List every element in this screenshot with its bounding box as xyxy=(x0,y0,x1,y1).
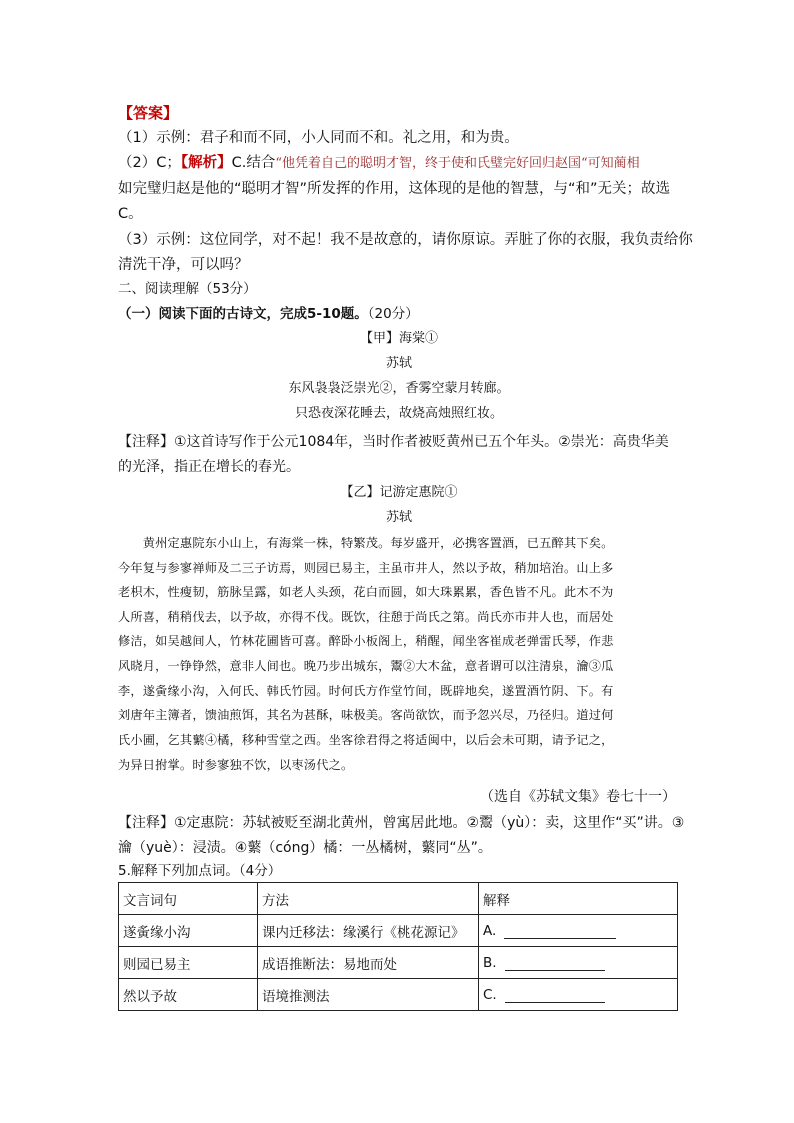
table-cell-phrase: 然以予故 xyxy=(119,979,258,1011)
prose-author: 苏轼 xyxy=(385,510,412,525)
subsection-1-instruction: （一）阅读下面的古诗文，完成5-10题。 xyxy=(118,306,368,322)
prose-line-9: 氏小圃，乞其蘩④橘，移种雪堂之西。坐客徐君得之将适闽中，以后会未可期，请予记之， xyxy=(118,733,614,747)
note-2-line-1: 【注释】①定惠院：苏轼被贬至湖北黄州，曾寓居此地。②鬻（yù）：卖，这里作“买”讲。③ xyxy=(118,815,685,831)
table-cell-method: 语境推测法 xyxy=(258,979,479,1011)
answer-label-a: A. xyxy=(483,922,497,939)
prose-line-4: 人所喜，稍稍伐去，以予故，亦得不伐。既饮，往憩于尚氏之第。尚氏亦市井人也，而居处 xyxy=(118,610,614,624)
note-2-line-2: 瀹（yuè）：浸渍。④蘩（cóng）橘：一丛橘树，蘩同“丛”。 xyxy=(118,840,492,856)
answer-blank-b[interactable] xyxy=(505,956,605,971)
table-row xyxy=(119,947,678,979)
table-header-cell: 方法 xyxy=(258,883,479,915)
answer-3-line-1: （3）示例：这位同学，对不起！我不是故意的，请你原谅。弄脏了你的衣服，我负责给你 xyxy=(118,232,693,248)
prose-line-6: 风晓月，一铮铮然，意非人间也。晚乃步出城东，鬻②大木盆，意者谓可以注清泉，瀹③瓜 xyxy=(118,659,614,673)
prose-line-1: 黄州定惠院东小山上，有海棠一株，特繁茂。每岁盛开，必携客置酒，已五醉其下矣。 xyxy=(118,536,614,550)
vocabulary-table xyxy=(118,882,678,1011)
section-2-heading: 二、阅读理解（53分） xyxy=(118,281,257,297)
table-cell-method: 成语推断法：易地而处 xyxy=(258,947,479,979)
answer-2-line-3: C。 xyxy=(118,206,143,222)
prose-line-7: 李，遂夤缘小沟，入何氏、韩氏竹园。时何氏方作堂竹间，既辟地矣，遂置酒竹阴、下。有 xyxy=(118,684,614,698)
prose-source: （选自《苏轼文集》卷七十一） xyxy=(480,789,676,805)
subsection-1-heading xyxy=(118,302,680,326)
analysis-tag: 【解析】 xyxy=(180,155,232,171)
answer-header: 【答案】 xyxy=(118,104,179,122)
answer-blank-c[interactable] xyxy=(505,988,605,1003)
answer-3-line-2: 清洗干净，可以吗？ xyxy=(118,257,249,273)
answer-1: （1）示例：君子和而不同，小人同而不和。礼之用，和为贵。 xyxy=(118,130,519,146)
table-cell-answer xyxy=(479,979,678,1011)
answer-2-line-1 xyxy=(118,151,680,176)
answer-2-prefix: （2）C； xyxy=(118,155,181,171)
subsection-1-score: （20分） xyxy=(367,306,419,322)
poem-title: 【甲】海棠① xyxy=(359,331,438,346)
table-header-row xyxy=(119,883,678,915)
table-row xyxy=(119,915,678,947)
note-1-line-2: 的光泽，指正在增长的春光。 xyxy=(118,459,300,475)
answer-2-choice: C.结合 xyxy=(231,155,276,171)
answer-label-b: B. xyxy=(483,954,497,971)
prose-line-2: 今年复与参寥禅师及二三子访焉，则园已易主，主虽市井人，然以予故，稍加培治。山上多 xyxy=(118,561,614,575)
prose-line-3: 老枳木，性瘦韧，筋脉呈露，如老人头颈，花白而圆，如大珠累累，香色皆不凡。此木不为 xyxy=(118,585,614,599)
table-cell-answer xyxy=(479,947,678,979)
prose-line-10: 为异日拊掌。时参寥独不饮，以枣汤代之。 xyxy=(118,758,354,772)
table-cell-method: 课内迁移法：缘溪行《桃花源记》 xyxy=(258,915,479,947)
table-cell-answer xyxy=(479,915,678,947)
answer-2-quote-1: “他凭着自己的聪明才智，终于使和氏璧完好回归赵国 xyxy=(275,156,581,171)
answer-label-c: C. xyxy=(483,986,497,1003)
poem-line-2: 只恐夜深花睡去，故烧高烛照红妆。 xyxy=(294,406,503,421)
answer-2-line-2: 如完璧归赵是他的“聪明才智”所发挥的作用，这体现的是他的智慧，与“和”无关；故选 xyxy=(118,181,671,197)
answer-blank-a[interactable] xyxy=(504,924,616,939)
table-cell-phrase: 遂夤缘小沟 xyxy=(119,915,258,947)
poem-line-1: 东风袅袅泛崇光②，香雾空蒙月转廊。 xyxy=(288,381,510,396)
table-header-cell: 文言词句 xyxy=(119,883,258,915)
question-5: 5.解释下列加点词。（4分） xyxy=(118,863,282,879)
note-1-line-1: 【注释】①这首诗写作于公元1084年，当时作者被贬黄州已五个年头。②崇光：高贵华美 xyxy=(118,434,669,450)
prose-line-5: 修洁，如吴越间人，竹林花圃皆可喜。醉卧小板阁上，稍醒，闻坐客崔成老弹雷氏琴，作悲 xyxy=(118,634,614,648)
prose-line-8: 刘唐年主簿者，馈油煎饵，其名为甚酥，味极美。客尚欲饮，而予忽兴尽，乃径归。道过何 xyxy=(118,708,614,722)
table-header-cell: 解释 xyxy=(479,883,678,915)
table-cell-phrase: 则园已易主 xyxy=(119,947,258,979)
prose-title: 【乙】记游定惠院① xyxy=(340,485,458,500)
poem-author: 苏轼 xyxy=(385,356,412,371)
table-row xyxy=(119,979,678,1011)
answer-2-quote-2: “可知蔺相 xyxy=(581,156,640,171)
